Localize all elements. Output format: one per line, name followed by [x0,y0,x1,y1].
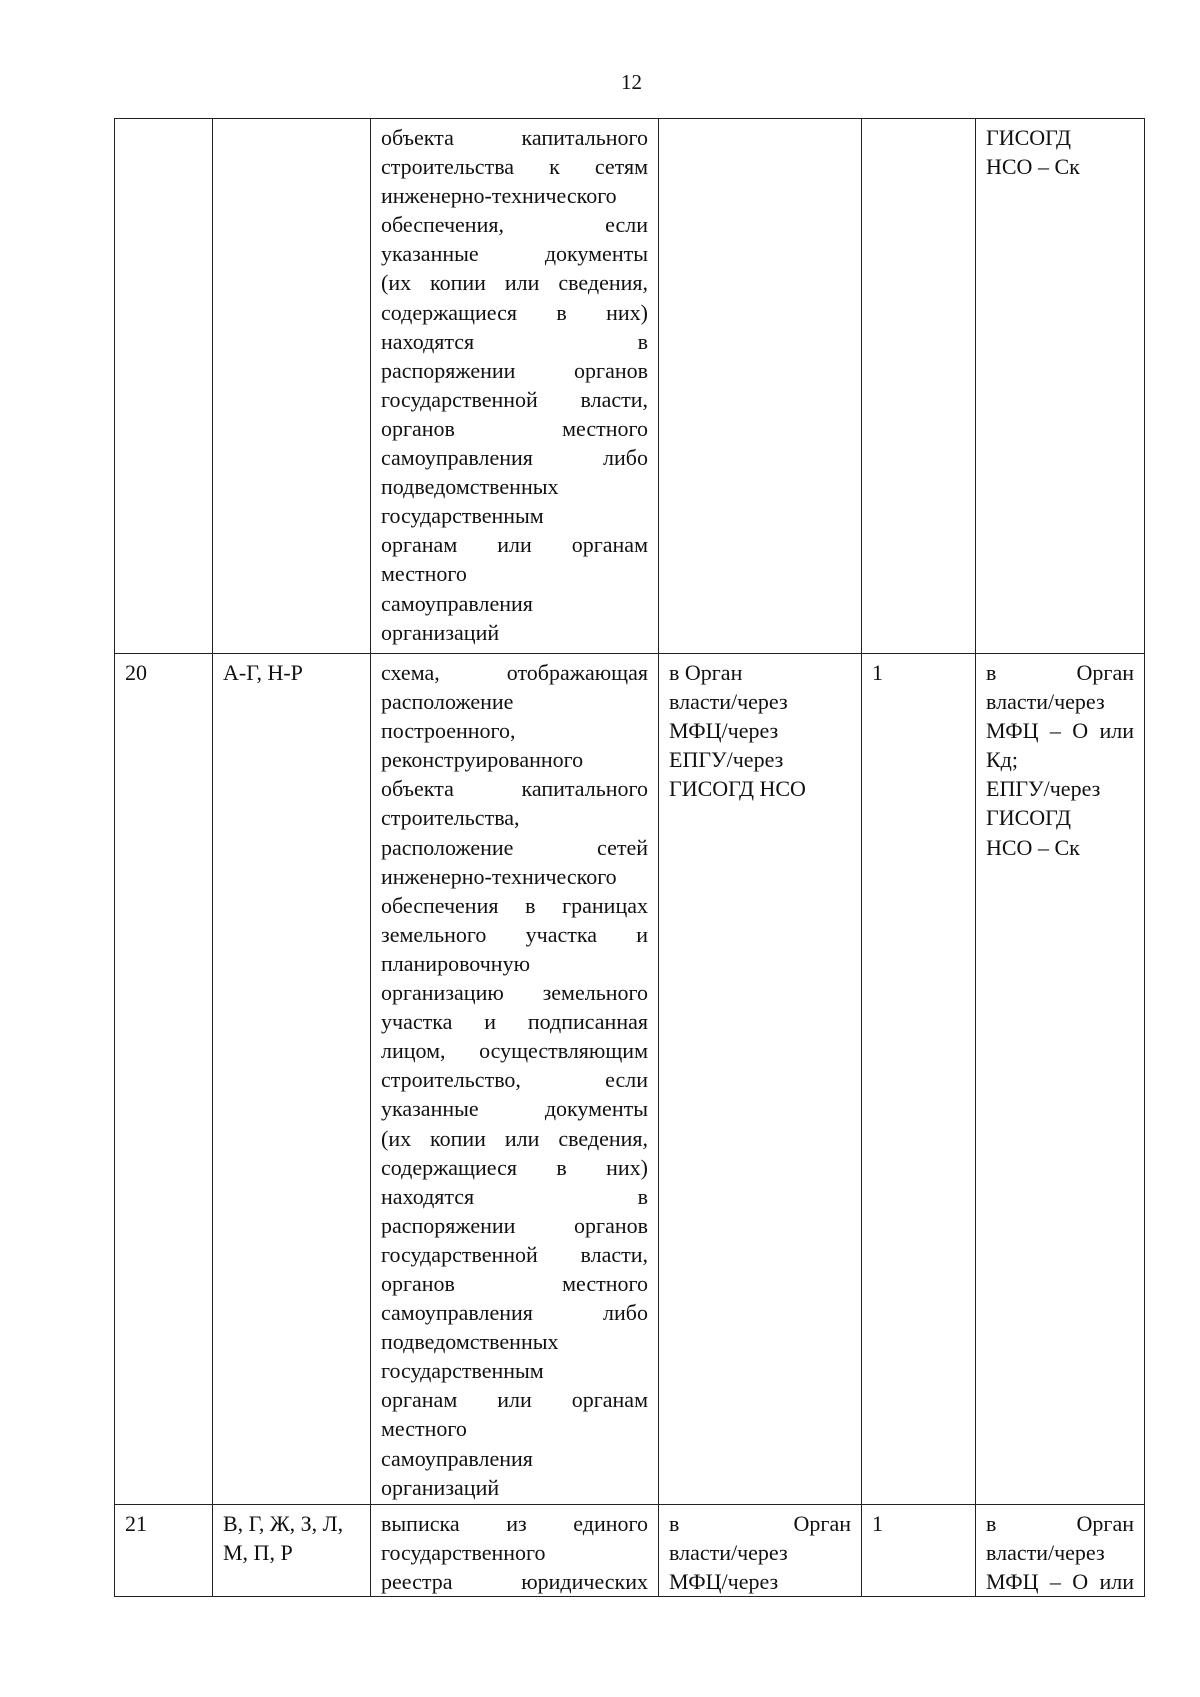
cell-quantity: 1 [862,654,976,1505]
cell-text-line: органам или органам [381,532,648,558]
cell-text-line: государственного [381,1540,546,1566]
cell-text-line: расположение сетей [381,834,648,860]
cell-text-line: указанные документы [381,241,648,267]
cell-text-line: инженерно-технического [381,183,617,209]
cell-text-line: организаций [381,1474,500,1500]
cell-text-line: государственной власти, [381,386,648,412]
cell-text-line: обеспечения, если [381,212,648,238]
cell-text-line: в Орган [986,660,1134,685]
cell-text-line: строительства к сетям [381,154,648,180]
cell-text-line: участка и подписанная [381,1009,648,1035]
cell-text-line: ГИСОГД [986,125,1071,150]
cell-text-line: НСО – Ск [986,834,1080,860]
cell-categories [213,119,371,654]
cell-text-line: организацию земельного [381,980,648,1006]
cell-text-line: выписка из единого [381,1511,648,1536]
cell-text-line: самоуправления [381,590,533,616]
cell-text-line: власти/через [669,689,788,715]
cell-text-line: реестра юридических [381,1569,648,1595]
cell-text-line: организаций [381,619,500,645]
cell-text-line: ЕПГУ/через [986,776,1101,802]
cell-text-line: в Орган [669,660,743,685]
cell-text-line: указанные документы [381,1096,648,1122]
cell-number: 20 [115,654,213,1505]
cell-document [371,654,659,1505]
cell-text-line: расположение [381,689,514,715]
cell-text-line: самоуправления либо [381,445,648,471]
cell-text-line: МФЦ/через [669,1569,779,1595]
cell-text-line: В, Г, Ж, З, Л, [223,1511,344,1536]
cell-text-line: М, П, Р [223,1540,293,1566]
cell-categories: А-Г, Н-Р [213,654,371,1505]
cell-text-line: построенного, [381,718,516,744]
cell-text-line: (их копии или сведения, [381,270,648,296]
cell-text-line: самоуправления либо [381,1300,648,1326]
cell-text-line: находятся в [381,328,648,354]
cell-text-line: распоряжении органов [381,1212,648,1238]
cell-text-line: местного [381,1416,467,1442]
cell-text-line: власти/через [986,689,1105,715]
cell-result [976,119,1145,654]
cell-text-line: инженерно-технического [381,863,617,889]
cell-text-line: государственным [381,503,544,529]
cell-text-line: ЕПГУ/через [669,747,784,773]
cell-text-line: строительство, если [381,1067,648,1093]
cell-text-line: земельного участка и [381,921,648,947]
cell-text-line: находятся в [381,1183,648,1209]
table-row [115,119,1145,654]
cell-text-line: государственной власти, [381,1241,648,1267]
cell-text-line: (их копии или сведения, [381,1125,648,1151]
cell-text-line: планировочную [381,950,531,976]
page-number: 12 [621,70,642,94]
cell-text-line: реконструированного [381,747,584,773]
cell-text-line: объекта капитального [381,776,648,802]
cell-text-line: ГИСОГД НСО [669,776,806,802]
cell-text-line: подведомственных [381,1329,559,1355]
cell-document [371,1505,659,1597]
cell-text-line: Кд; [986,747,1018,773]
cell-submission [659,654,862,1505]
cell-quantity [862,119,976,654]
cell-result [976,1505,1145,1597]
cell-text-line: НСО – Ск [986,154,1080,180]
cell-text-line: МФЦ/через [669,718,779,744]
cell-text-line: лицом, осуществляющим [381,1038,648,1064]
cell-result [976,654,1145,1505]
cell-text-line: местного [381,561,467,587]
table-row [115,654,1145,1505]
cell-text-line: власти/через [669,1540,788,1566]
cell-categories [213,1505,371,1597]
cell-text-line: МФЦ – О или [986,718,1134,744]
cell-text-line: власти/через [986,1540,1105,1566]
cell-text-line: распоряжении органов [381,357,648,383]
cell-document [371,119,659,654]
documents-table [114,118,1145,1597]
cell-text-line: содержащиеся в них) [381,299,648,325]
cell-text-line: обеспечения в границах [381,892,648,918]
cell-text-line: подведомственных [381,474,559,500]
cell-text-line: самоуправления [381,1445,533,1471]
cell-quantity: 1 [862,1505,976,1597]
cell-text-line: органов местного [381,1270,648,1296]
cell-text-line: схема, отображающая [381,660,648,685]
cell-text-line: в Орган [669,1511,851,1536]
cell-text-line: органов местного [381,415,648,441]
cell-text-line: объекта капитального [381,125,648,150]
table-row [115,1505,1145,1597]
cell-text-line: МФЦ – О или [986,1569,1134,1595]
cell-text-line: в Орган [986,1511,1134,1536]
cell-submission [659,1505,862,1597]
cell-text-line: государственным [381,1358,544,1384]
cell-text-line: органам или органам [381,1387,648,1413]
cell-submission [659,119,862,654]
cell-text-line: содержащиеся в них) [381,1154,648,1180]
cell-number: 21 [115,1505,213,1597]
cell-number [115,119,213,654]
cell-text-line: строительства, [381,805,520,831]
cell-text-line: ГИСОГД [986,805,1071,831]
